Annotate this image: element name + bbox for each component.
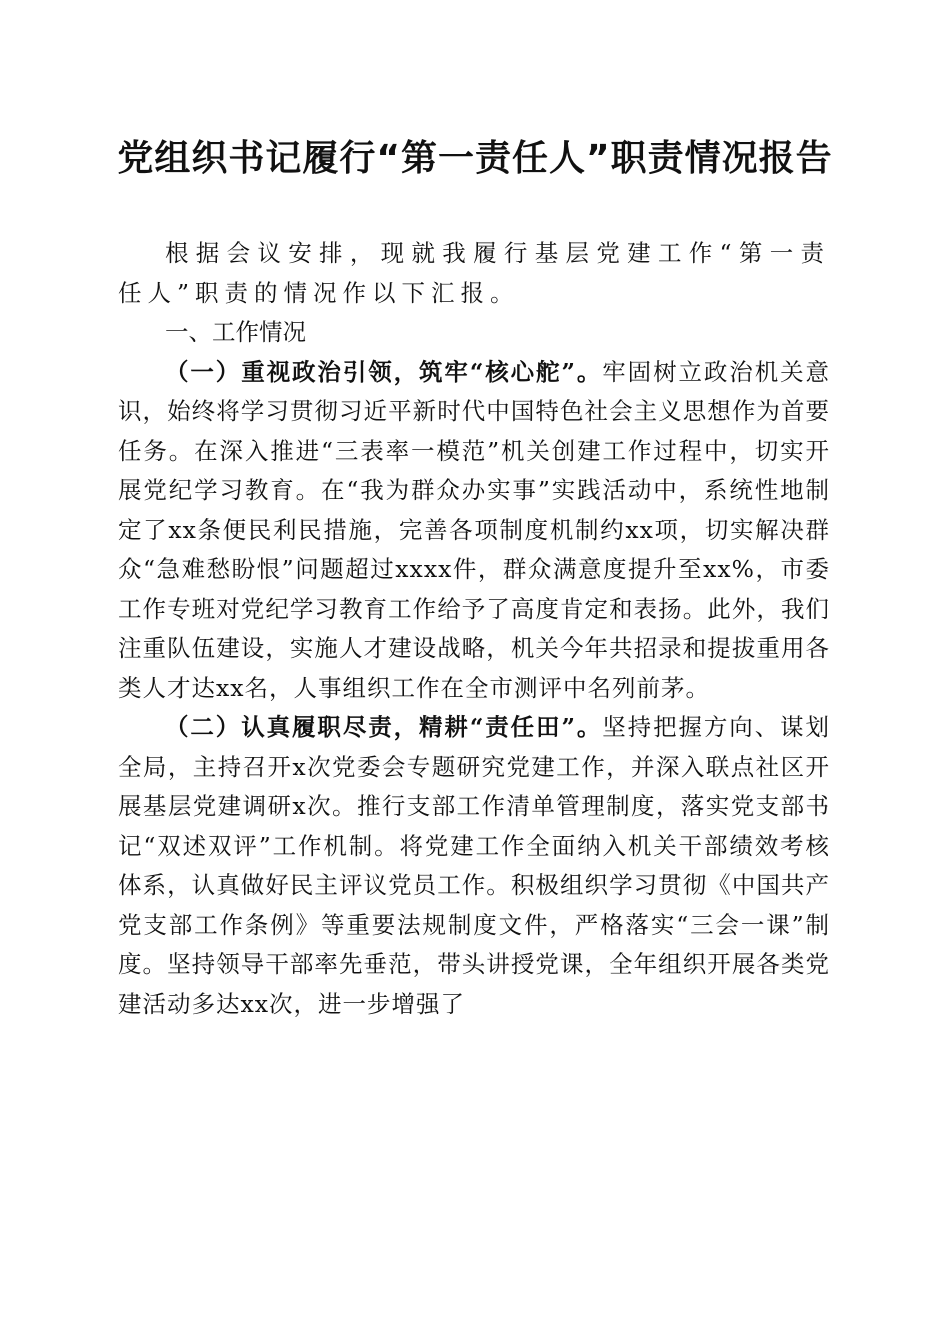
subheading-political-leadership: （一）重视政治引领，筑牢“核心舵”。 — [165, 357, 603, 386]
section-heading-work-status: 一、工作情况 — [165, 318, 306, 346]
paragraph-body-responsibility: 坚持把握方向、谋划全局，主持召开x次党委会专题研究党建工作，并深入联点社区开展基层党建调研x次。推行支部工作清单管理制度，落实党支部书记“双述双评”工作机制。将党建工作全面纳入机关干部绩效考核体系，认真做好民主评议党员工作。积极组织学习贯彻《中国共产党支部工作条例》等重要法规制度文件，严格落实“三会一课”制度。坚持领导干部率先垂范，带头讲授党课，全年组织开展各类党建活动多达xx次，进一步增强了 — [118, 713, 830, 1018]
intro-paragraph: 根据会议安排，现就我履行基层党建工作“第一责任人”职责的情况作以下汇报。 — [118, 239, 830, 307]
document-title: 党组织书记履行“第一责任人”职责情况报告 — [117, 138, 833, 179]
subheading-responsibility: （二）认真履职尽责，精耕“责任田”。 — [165, 713, 603, 741]
paragraph-responsibility — [118, 708, 830, 1024]
document-body — [118, 234, 830, 1024]
paragraph-political-leadership — [118, 353, 830, 709]
paragraph-body-political-leadership: 牢固树立政治机关意识，始终将学习贯彻习近平新时代中国特色社会主义思想作为首要任务。在深入推进“三表率一模范”机关创建工作过程中，切实开展党纪学习教育。在“我为群众办实事”实践活动中，系统性地制定了xx条便民利民措施，完善各项制度机制约xx项，切实解决群众“急难愁盼恨”问题超过xxxx件，群众满意度提升至xx%，市委工作专班对党纪学习教育工作给予了高度肯定和表扬。此外，我们注重队伍建设，实施人才建设战略，机关今年共招录和提拔重用各类人才达xx名，人事组织工作在全市测评中名列前茅。 — [118, 357, 830, 702]
